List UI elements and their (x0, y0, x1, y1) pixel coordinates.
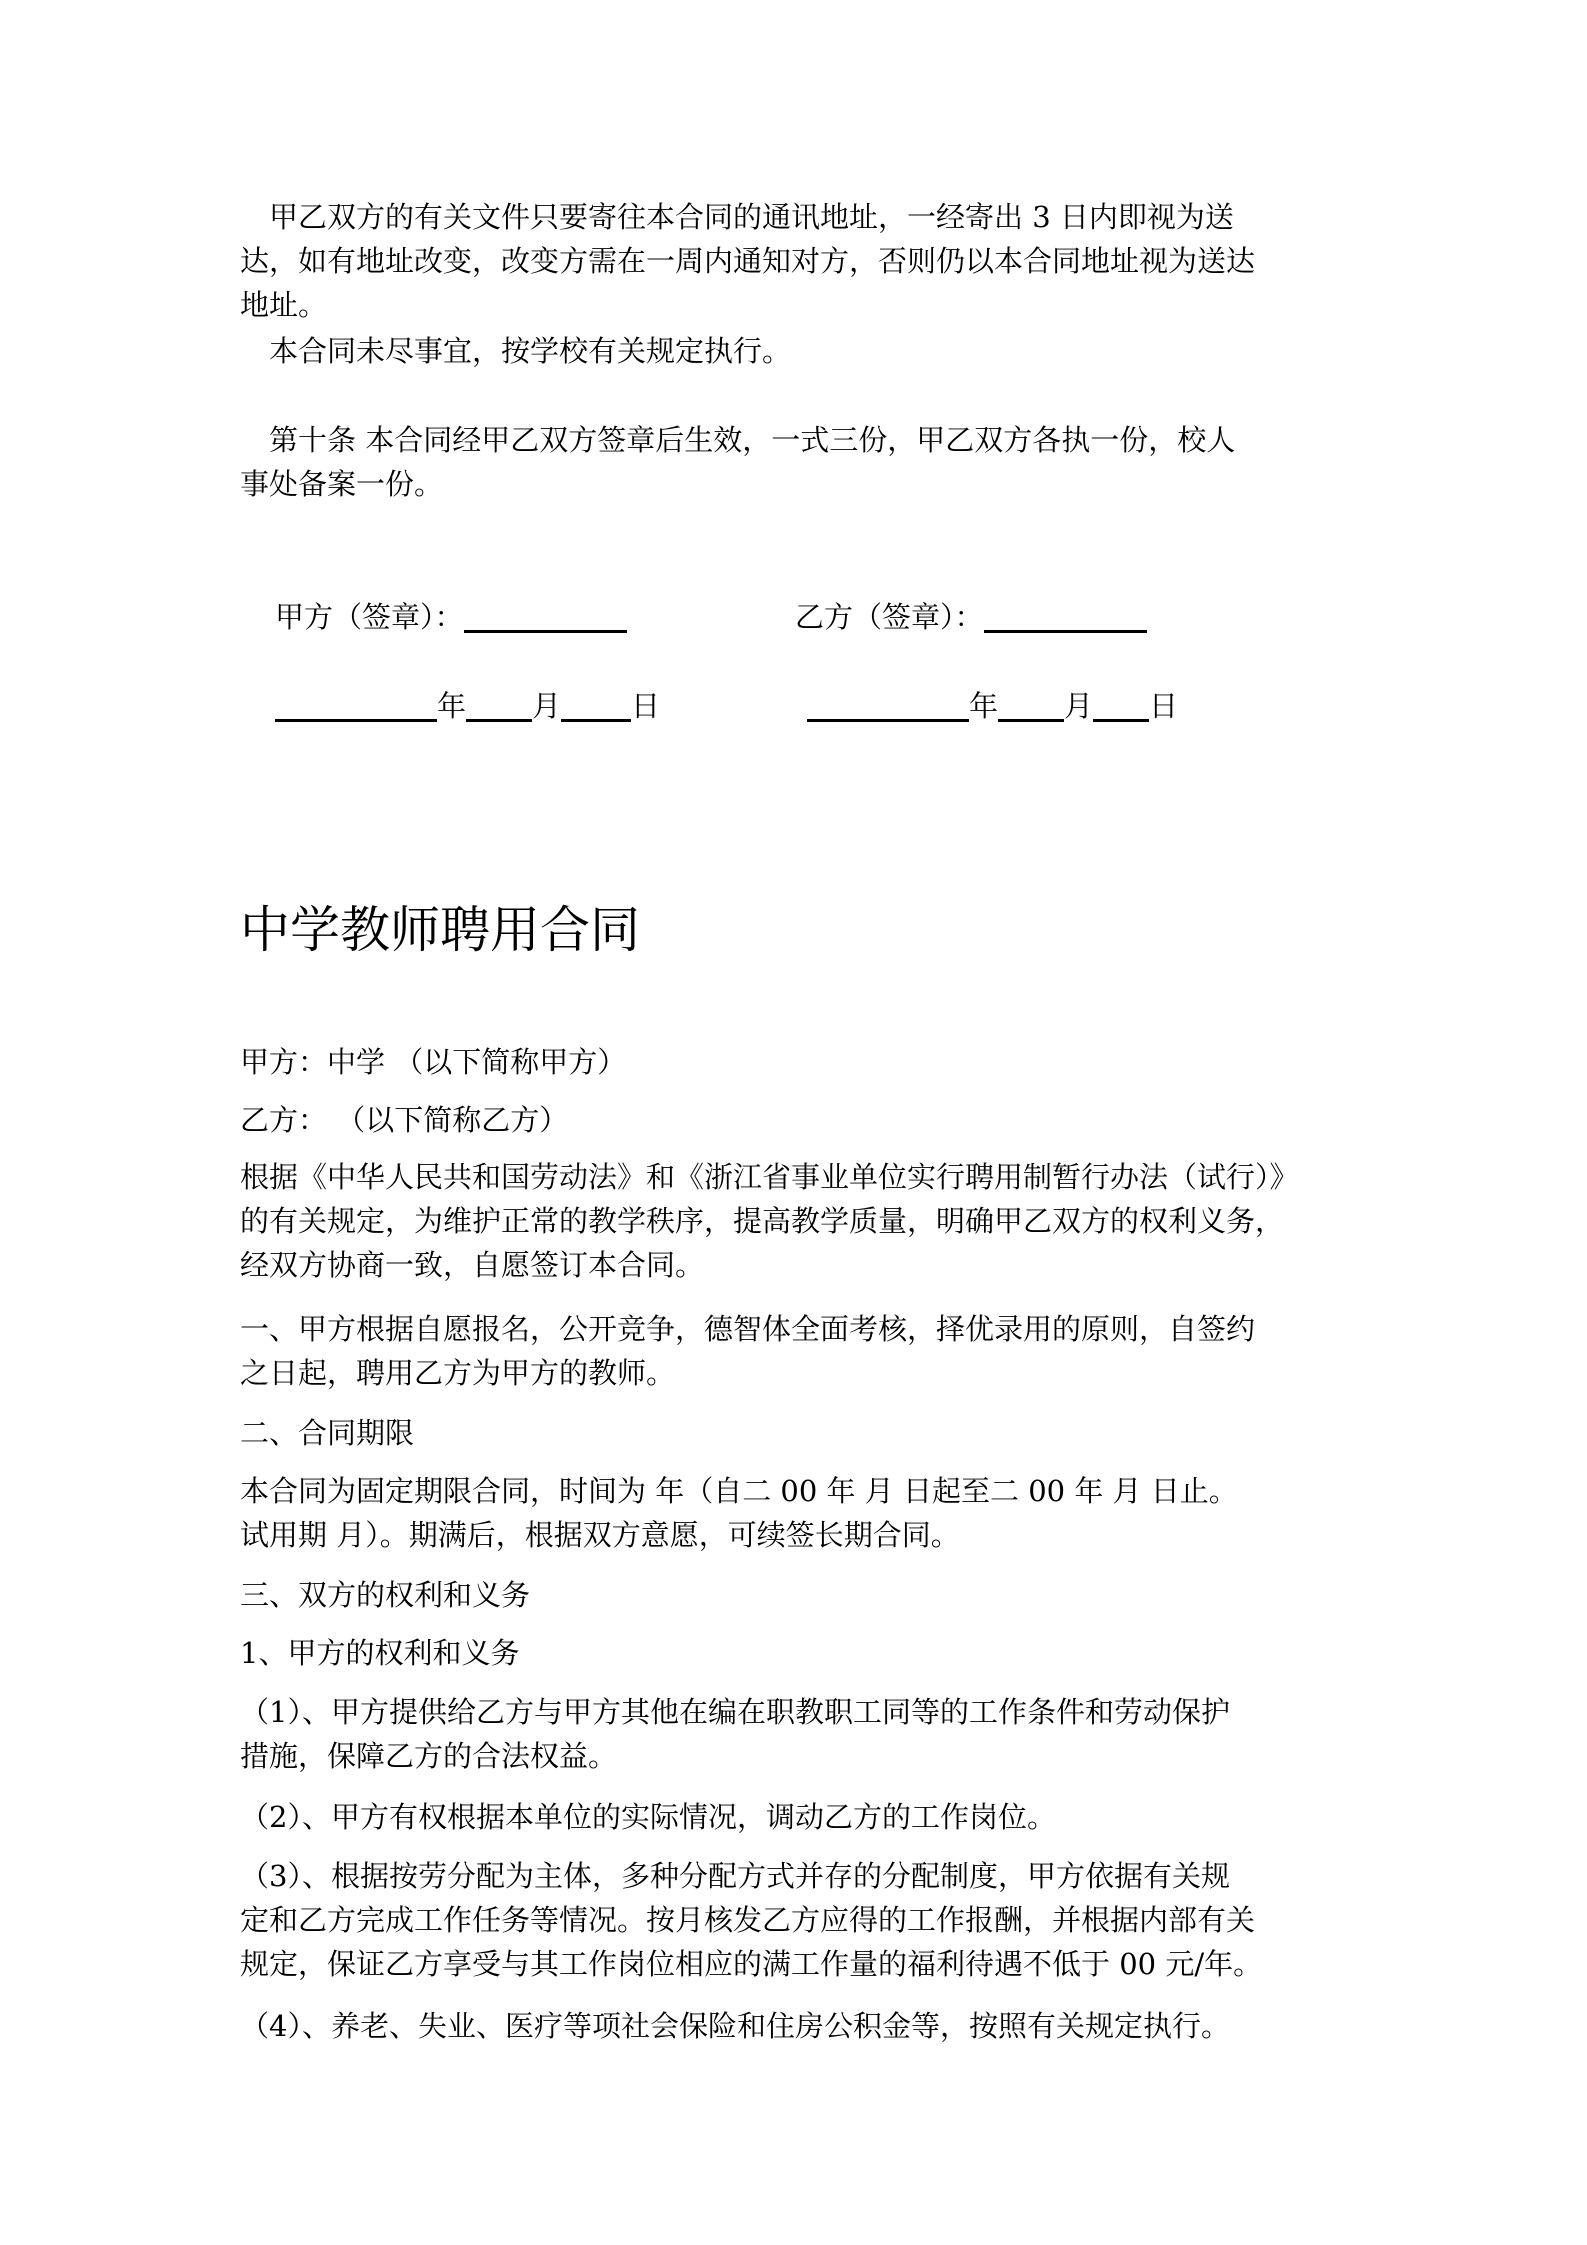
party-a-line: 甲方：中学 （以下简称甲方） (240, 1045, 627, 1079)
party-a-signature-line (464, 600, 627, 633)
item-3-line: 规定，保证乙方享受与其工作岗位相应的满工作量的福利待遇不低于 00 元/年。 (240, 1947, 1263, 1981)
delivery-line: 达，如有地址改变，改变方需在一周内通知对方，否则仍以本合同地址视为送达 (240, 244, 1256, 278)
year-label: 年 (969, 689, 999, 723)
party-b-signature-line (984, 600, 1147, 633)
party-b-signature (795, 595, 1147, 639)
item-2-paragraph: （2）、甲方有权根据本单位的实际情况，调动乙方的工作岗位。 (240, 1800, 1056, 1834)
month-label: 月 (1064, 689, 1094, 723)
clause-1-line: 之日起，聘用乙方为甲方的教师。 (240, 1356, 676, 1390)
delivery-paragraph (240, 195, 1360, 327)
clause-2-heading: 二、合同期限 (240, 1416, 415, 1450)
preamble-paragraph (240, 1155, 1360, 1287)
party-b-signature-label: 乙方（签章）： (795, 600, 984, 634)
party-b-line: 乙方： （以下简称乙方） (240, 1103, 569, 1137)
item-1-line: 措施，保障乙方的合法权益。 (240, 1739, 618, 1773)
item-3-line: （3）、根据按劳分配为主体，多种分配方式并存的分配制度，甲方依据有关规 (240, 1859, 1230, 1893)
clause-1-line: 一、甲方根据自愿报名，公开竞争，德智体全面考核，择优录用的原则，自签约 (240, 1312, 1256, 1346)
clause-2-line: 试用期 月）。期满后，根据双方意愿，可续签长期合同。 (240, 1518, 960, 1552)
party-a-day-blank (561, 689, 631, 722)
clause-3-subheading: 1、甲方的权利和义务 (240, 1636, 520, 1670)
party-a-date-blank (275, 689, 437, 722)
item-1-paragraph (240, 1690, 1360, 1778)
contract-title: 中学教师聘用合同 (240, 901, 640, 959)
party-a-signature (275, 595, 627, 639)
day-label: 日 (1149, 689, 1179, 723)
misc-paragraph: 本合同未尽事宜，按学校有关规定执行。 (240, 334, 792, 368)
item-4-paragraph: （4）、养老、失业、医疗等项社会保险和住房公积金等，按照有关规定执行。 (240, 2009, 1230, 2043)
article-10-line: 第十条 本合同经甲乙双方签章后生效，一式三份，甲乙双方各执一份，校人 (240, 423, 1236, 457)
article-10-line: 事处备案一份。 (240, 467, 444, 501)
clause-1-paragraph (240, 1307, 1360, 1395)
preamble-line: 经双方协商一致，自愿签订本合同。 (240, 1248, 705, 1282)
item-3-line: 定和乙方完成工作任务等情况。按月核发乙方应得的工作报酬，并根据内部有关 (240, 1903, 1256, 1937)
clause-2-line: 本合同为固定期限合同，时间为 年（自二 00 年 月 日起至二 00 年 月 日止。 (240, 1474, 1238, 1508)
party-b-date (807, 684, 1178, 728)
party-a-signature-label: 甲方（签章）： (275, 600, 464, 634)
party-b-date-blank (807, 689, 969, 722)
delivery-line: 甲乙双方的有关文件只要寄往本合同的通讯地址，一经寄出 3 日内即视为送 (240, 200, 1234, 234)
preamble-line: 的有关规定，为维护正常的教学秩序，提高教学质量，明确甲乙双方的权利义务， (240, 1204, 1285, 1238)
party-b-day-blank (1093, 689, 1149, 722)
day-label: 日 (631, 689, 661, 723)
delivery-line: 地址。 (240, 288, 328, 322)
article-10-paragraph (240, 418, 1360, 506)
item-1-line: （1）、甲方提供给乙方与甲方其他在编在职教职工同等的工作条件和劳动保护 (240, 1695, 1230, 1729)
clause-2-paragraph (240, 1469, 1360, 1557)
month-label: 月 (532, 689, 562, 723)
preamble-line: 根据《中华人民共和国劳动法》和《浙江省事业单位实行聘用制暂行办法（试行）》 (240, 1160, 1299, 1194)
party-a-month-blank (466, 689, 532, 722)
item-3-paragraph (240, 1854, 1360, 1986)
party-b-month-blank (998, 689, 1064, 722)
party-a-date (275, 684, 660, 728)
year-label: 年 (437, 689, 467, 723)
clause-3-heading: 三、双方的权利和义务 (240, 1578, 531, 1612)
